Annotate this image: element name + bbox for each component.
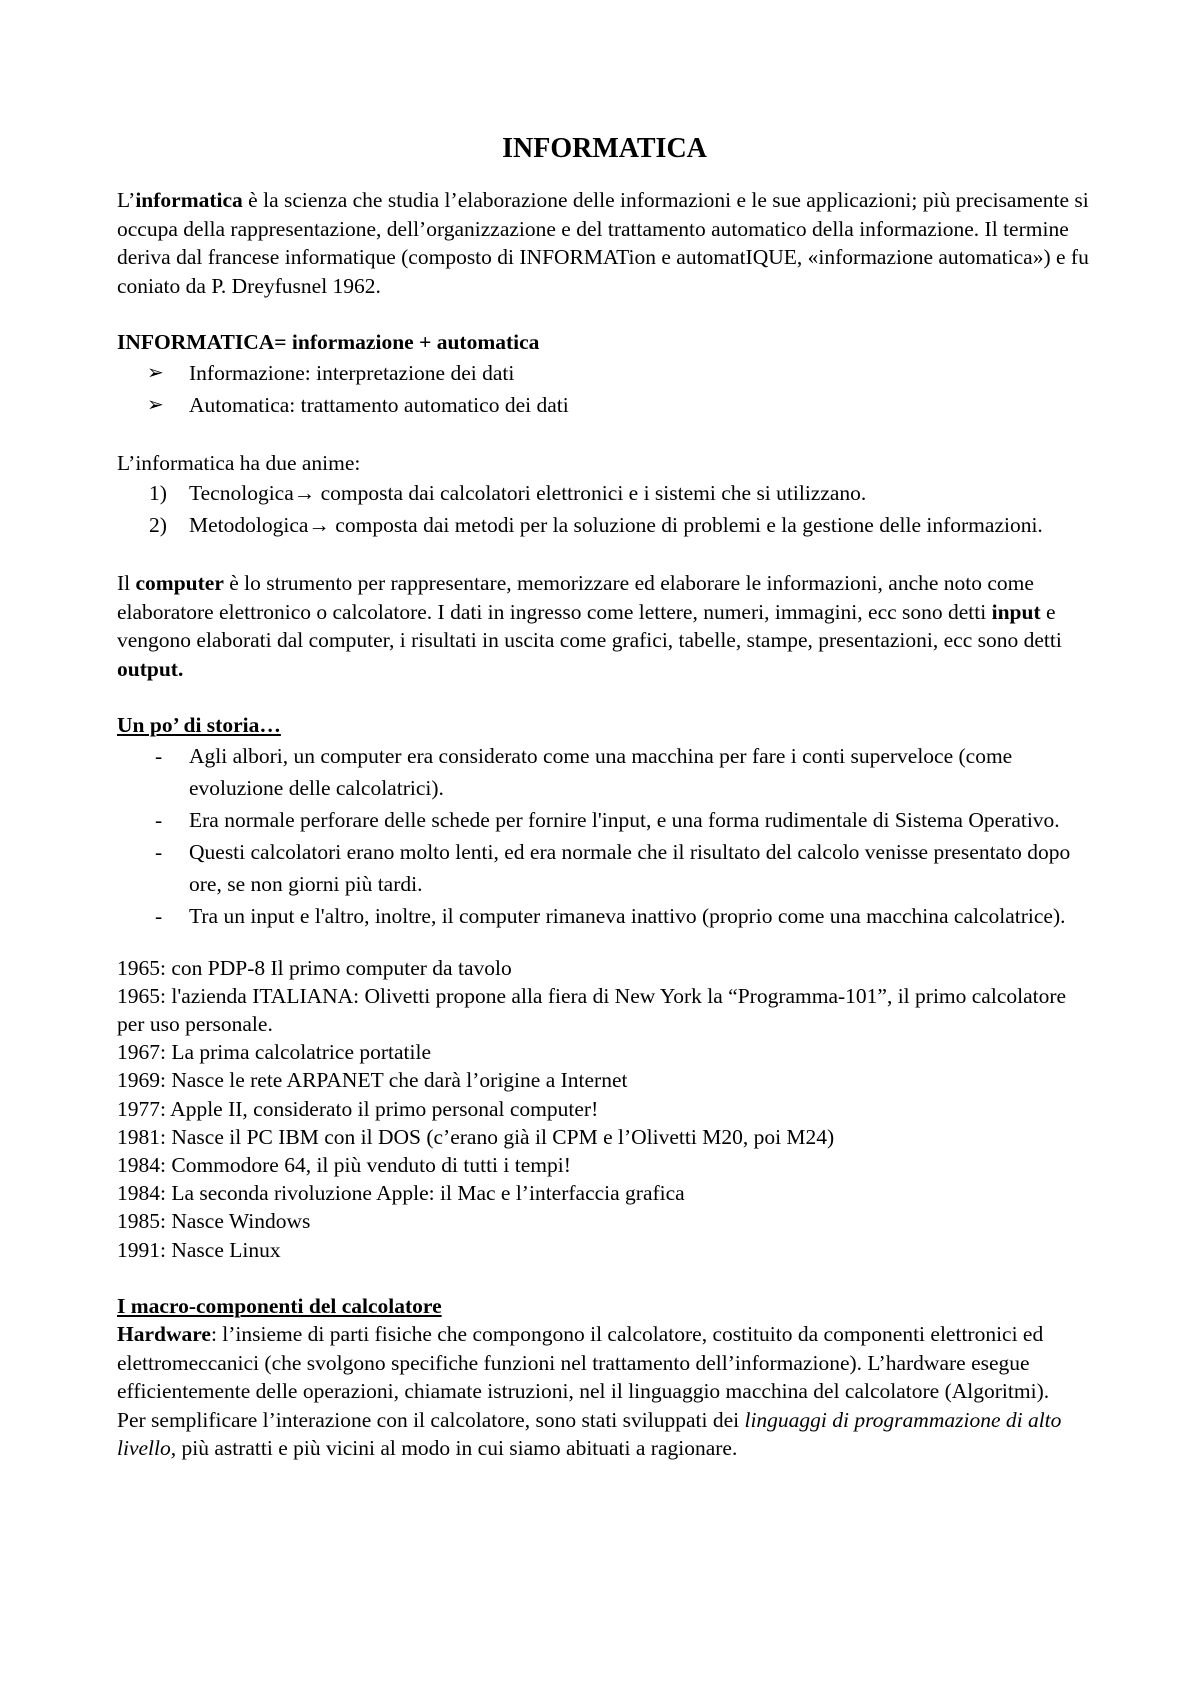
intro-prefix: L’ [117,188,136,212]
timeline-entry: 1991: Nasce Linux [117,1237,281,1262]
list-number: 2) [149,513,167,537]
timeline-entry: 1965: con PDP-8 Il primo computer da tavolo [117,955,512,980]
hardware-label: Hardware [117,1322,211,1347]
timeline-entry: 1984: La seconda rivoluzione Apple: il Mac e l’interfaccia grafica [117,1181,685,1206]
timeline-entry: 1985: Nasce Windows [117,1209,311,1234]
anime-list [117,477,1092,541]
list-item: ➢ Informazione: interpretazione dei dati [117,357,1092,389]
computer-paragraph: Il computer è lo strumento per rappresentare, memorizzare ed elaborare le informazioni, anche noto come elaboratore elettronico o calcolatore. I dati in ingresso come lettere, numeri, immagini, ecc sono detti input e vengono elaborati dal computer, i risultati in uscita come grafici, tabelle, stampe, presentazioni, ecc sono detti output. [117,571,1062,681]
timeline-entry: 1981: Nasce il PC IBM con il DOS (c’erano già il CPM e l’Olivetti M20, poi M24) [117,1124,835,1149]
timeline [117,954,1092,1264]
programming-paragraph: Per semplificare l’interazione con il calcolatore, sono stati sviluppati dei linguaggi di programmazione di alto livello, più astratti e più vicini al modo in cui siamo abituati a ragionare. [117,1407,1062,1461]
intro-paragraph [117,186,1092,300]
list-item: 1) Tecnologica→ composta dai calcolatori elettronici e i sistemi che si utilizzano. [117,477,1092,509]
storia-heading: Un po’ di storia… [117,713,281,737]
dash-bullet: - [155,807,163,832]
timeline-entry: 1965: l'azienda ITALIANA: Olivetti propone alla fiera di New York la “Programma-101”, il primo calcolatore per uso personale. [117,983,1067,1036]
document-page [117,132,1092,1463]
dash-bullet: - [155,839,163,864]
dash-bullet: - [155,903,163,928]
list-item: 2) Metodologica→ composta dai metodi per la soluzione di problemi e la gestione delle informazioni. [117,509,1092,541]
storia-list [117,740,1092,932]
hardware-paragraph: Hardware: l’insieme di parti fisiche che compongono il calcolatore, costituito da componenti elettronici ed elettromeccanici (che svolgono specifiche funzioni nel trattamento dell’informazione). L’hardware esegue efficientemente delle operazioni, chiamate istruzioni, nel il linguaggio macchina del calcolatore (Algoritmi). [117,1322,1050,1404]
anime-intro: L’informatica ha due anime: [117,450,361,475]
timeline-entry: 1977: Apple II, considerato il primo personal computer! [117,1096,599,1121]
intro-bold-term: informatica [135,188,243,212]
arrow-bullet-icon: ➢ [147,361,164,384]
intro-text: è la scienza che studia l’elaborazione delle informazioni e le sue applicazioni; più precisamente si occupa della rappresentazione, dell’organizzazione e del trattamento automatico della informazione. Il termine deriva dal francese informatique (composto di INFORMATion e automatIQUE, «informazione automatica») e fu coniato da P. Dreyfusnel 1962. [117,188,1089,298]
list-item: ➢ Automatica: trattamento automatico dei dati [117,389,1092,421]
timeline-entry: 1967: La prima calcolatrice portatile [117,1040,431,1065]
list-item: - Tra un input e l'altro, inoltre, il computer rimaneva inattivo (proprio come una macchina calcolatrice). [117,900,1092,932]
right-arrow-icon: → [293,481,316,505]
macro-heading: I macro-componenti del calcolatore [117,1293,442,1318]
definition-heading: INFORMATICA= informazione + automatica [117,330,540,354]
page-title: INFORMATICA [502,133,707,164]
list-number: 1) [149,481,167,505]
list-item: - Era normale perforare delle schede per fornire l'input, e una forma rudimentale di Sistema Operativo. [117,804,1092,836]
list-item: - Questi calcolatori erano molto lenti, ed era normale che il risultato del calcolo venisse presentato dopo ore, se non giorni più tardi. [117,836,1092,900]
timeline-entry: 1969: Nasce le rete ARPANET che darà l’origine a Internet [117,1068,628,1093]
dash-bullet: - [155,743,163,768]
arrow-bullet-icon: ➢ [147,393,164,416]
right-arrow-icon: → [308,513,330,537]
timeline-entry: 1984: Commodore 64, il più venduto di tutti i tempi! [117,1152,571,1177]
definition-list [117,357,1092,421]
list-item: - Agli albori, un computer era considerato come una macchina per fare i conti superveloce (come evoluzione delle calcolatrici). [117,740,1092,804]
